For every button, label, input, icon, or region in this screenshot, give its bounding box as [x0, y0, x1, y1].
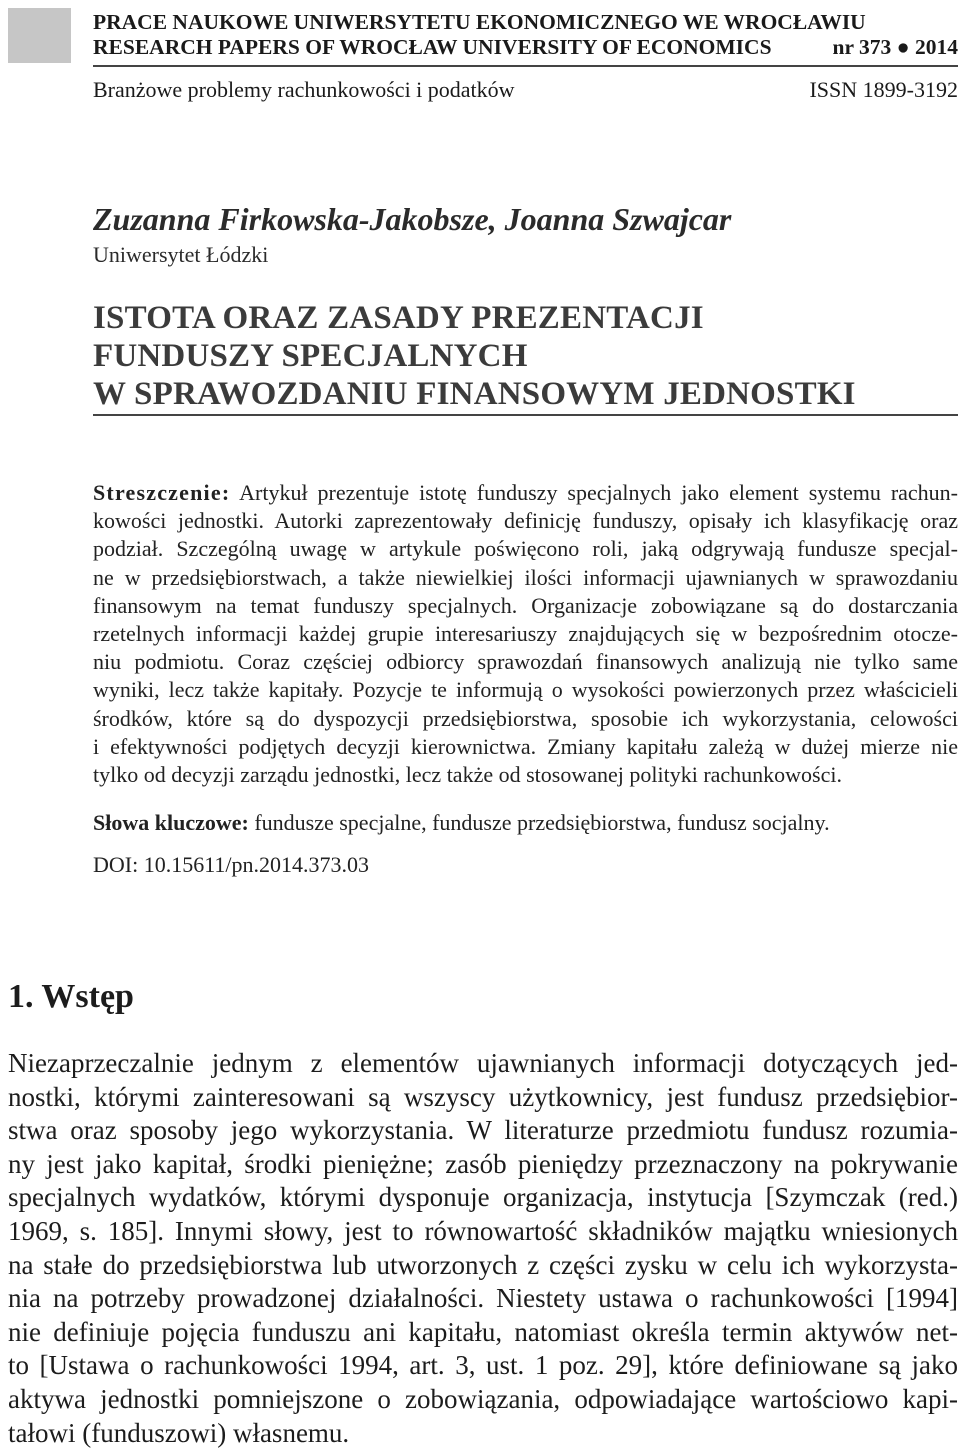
- body-line: nostki, którymi zainteresowani są wszyscy użytkownicy, jest fundusz przedsiębior-: [8, 1081, 958, 1112]
- body-line: nia na potrzeby prowadzonej działalności. Niestety ustawa o rachunkowości [1994]: [8, 1283, 958, 1314]
- issue-number: nr 373 ● 2014: [832, 35, 958, 59]
- abstract-line: kowości jednostki. Autorki zaprezentowały definicję funduszy, opisały ich klasyfikację oraz: [93, 508, 958, 534]
- abstract-line: niu podmiotu. Coraz częściej odbiorcy sprawozdań finansowych analizują nie tylko same: [93, 649, 958, 675]
- body-line: specjalnych wydatków, którymi dysponuje organizacja, instytucja [Szymczak (red.): [8, 1182, 958, 1213]
- abstract-line: [93, 479, 958, 507]
- series-name: Branżowe problemy rachunkowości i podatków: [93, 77, 515, 102]
- journal-name-polish-text: PRACE NAUKOWE UNIWERSYTETU EKONOMICZNEGO WE WROCŁAWIU: [93, 10, 866, 34]
- abstract-line: tylko od decyzji zarządu jednostki, lecz także od stosowanej polityki rachunkowości.: [93, 761, 842, 787]
- journal-name-english: RESEARCH PAPERS OF WROCŁAW UNIVERSITY OF ECONOMICS: [93, 35, 772, 59]
- body-line: ny jest jako kapitał, środki pieniężne; zasób pieniędzy przeznaczony na pokrywanie: [8, 1148, 958, 1179]
- title-line: W SPRAWOZDANIU FINANSOWYM JEDNOSTKI: [93, 376, 856, 412]
- abstract-line: finansowym na temat funduszy specjalnych. Organizacje zobowiązane są do dostarczania: [93, 592, 958, 618]
- journal-name-polish: [93, 10, 958, 34]
- title-line: ISTOTA ORAZ ZASADY PREZENTACJI: [93, 300, 704, 336]
- keywords-text: fundusze specjalne, fundusze przedsiębiorstwa, fundusz socjalny.: [254, 810, 830, 835]
- journal-name-english-row: [93, 35, 958, 59]
- title-line: FUNDUSZY SPECJALNYCH: [93, 338, 528, 374]
- abstract-line-text: Artykuł prezentuje istotę funduszy specjalnych jako element systemu rachun-: [239, 480, 958, 505]
- body-line: tałowi (funduszowi) własnemu.: [8, 1417, 350, 1448]
- authors: Zuzanna Firkowska-Jakobsze, Joanna Szwajcar: [93, 201, 732, 237]
- decorative-gray-block: [8, 8, 71, 63]
- body-paragraph: [8, 1047, 958, 1450]
- body-line: na stałe do przedsiębiorstwa lub utworzonych z części zysku w celu ich wykorzysta-: [8, 1249, 958, 1280]
- series-row: [93, 78, 958, 102]
- abstract-line: wyniki, lecz także kapitały. Pozycje te informują o wysokości powierzonych przez właścicieli: [93, 677, 958, 703]
- keywords: [93, 809, 830, 837]
- header-rule: [93, 65, 958, 67]
- keywords-label: Słowa kluczowe:: [93, 810, 249, 835]
- body-line: nie definiuje pojęcia funduszu ani kapitału, natomiast określa termin aktywów net-: [8, 1316, 958, 1347]
- abstract-line: środków, które są do dyspozycji przedsiębiorstwa, sposobie ich wykorzystania, celowości: [93, 705, 958, 731]
- paper-title: [93, 299, 856, 413]
- affiliation: Uniwersytet Łódzki: [93, 242, 269, 267]
- body-line: 1969, s. 185]. Innymi słowy, jest to równowartość składników majątku wniesionych: [8, 1215, 958, 1246]
- abstract: [93, 479, 958, 789]
- body-line: to [Ustawa o rachunkowości 1994, art. 3, ust. 1 poz. 29], które definiowane są jako: [8, 1350, 958, 1381]
- abstract-line: i efektywności podjętych decyzji kierownictwa. Zmiany kapitału zależą w dużej mierze nie: [93, 733, 958, 759]
- section-heading: 1. Wstęp: [8, 978, 134, 1015]
- abstract-line: rzetelnych informacji każdej grupie interesariuszy znajdujących się w bezpośrednim otocze-: [93, 620, 958, 646]
- body-line: stwa oraz sposoby jego wykorzystania. W literaturze przedmiotu fundusz rozumia-: [8, 1115, 958, 1146]
- doi: DOI: 10.15611/pn.2014.373.03: [93, 852, 370, 877]
- title-rule: [93, 414, 958, 416]
- body-line: aktywa jednostki pomniejszone o zobowiązania, odpowiadające wartościowo kapi-: [8, 1383, 958, 1414]
- abstract-label: Streszczenie:: [93, 480, 231, 505]
- abstract-line: podział. Szczególną uwagę w artykule poświęcono roli, jaką odgrywają fundusze specjal-: [93, 536, 958, 562]
- body-line: Niezaprzeczalnie jednym z elementów ujawnianych informacji dotyczących jed-: [8, 1048, 958, 1078]
- abstract-line: ne w przedsiębiorstwach, a także niewielkiej ilości informacji ujawnianych w sprawozdaniu: [93, 564, 958, 590]
- issn: ISSN 1899-3192: [809, 77, 958, 102]
